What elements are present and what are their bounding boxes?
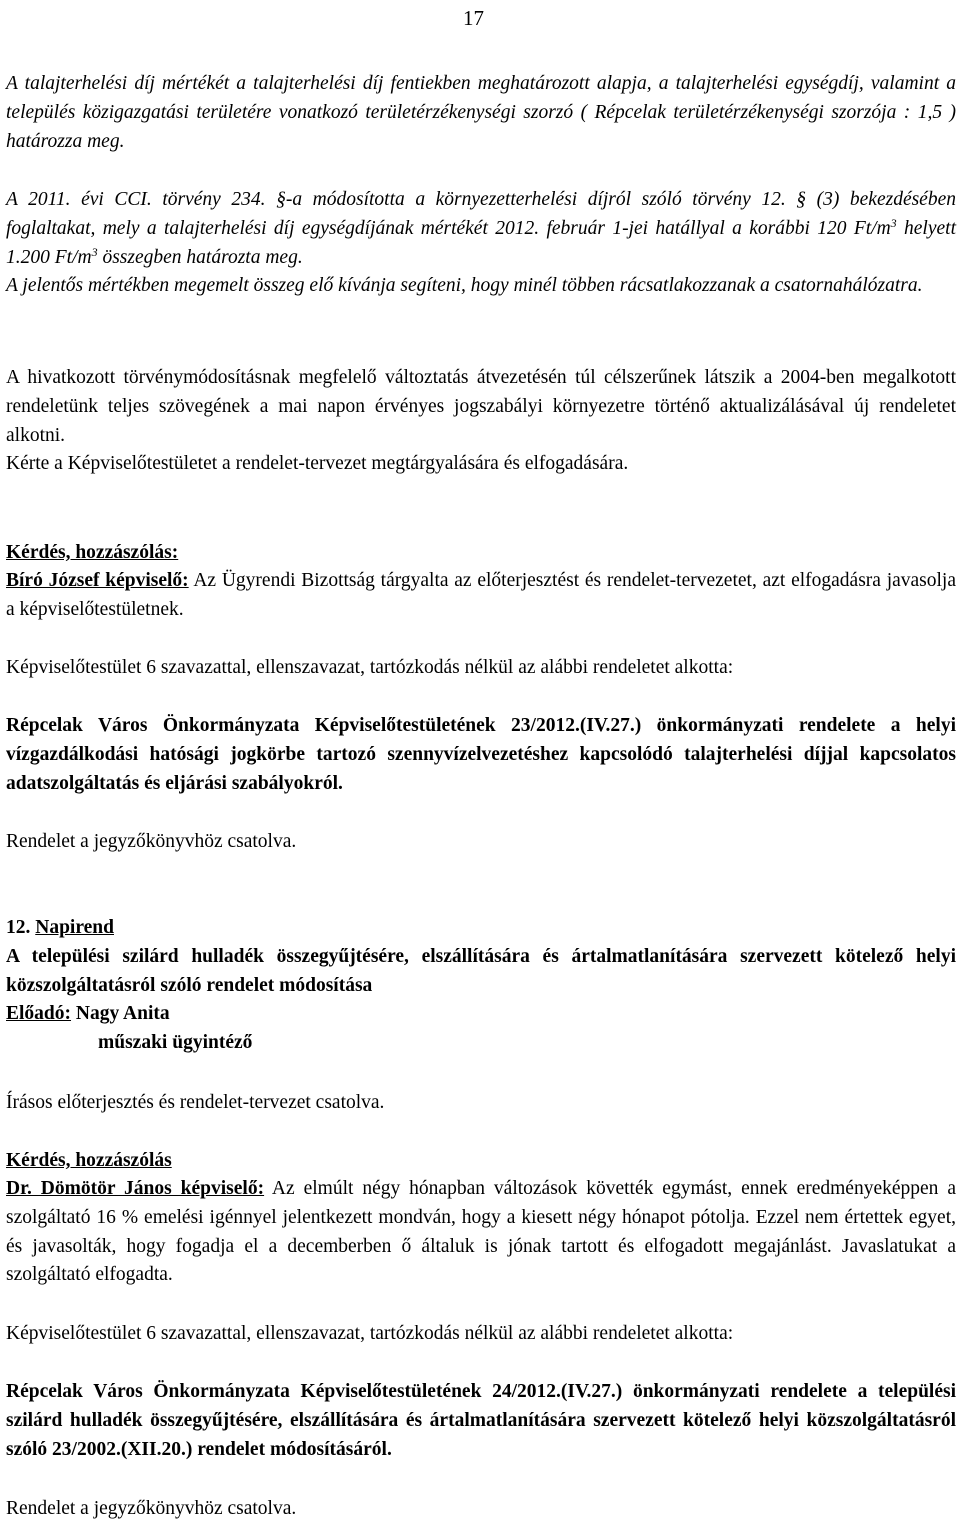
agenda-presenter-role: műszaki ügyintéző	[98, 1032, 253, 1054]
new-regulation-text: A hivatkozott törvénymódosításnak megfelelő változtatás átvezetésén túl célszerűnek látszik a 2004-ben megalkotott rendeletünk teljes szövegének a mai napon érvényes jogszabályi környezetre történő aktualizálásával új rendeletet alkotni.	[6, 367, 956, 446]
paragraph-speaker-biro: Bíró József képviselő: Az Ügyrendi Bizottság tárgyalta az előterjesztést és rendelet-tervezetet, azt elfogadásra javasolja a képviselőtestületnek.	[6, 570, 956, 620]
regulation-title-24-2012: Répcelak Város Önkormányzata Képviselőtestületének 24/2012.(IV.27.) önkormányzati rendelete a települési szilárd hulladék összegyűjtésére, elszállítására és ártalmatlanítására szervezett kötelező helyi közszolgáltatásról szóló 23/2002.(XII.20.) rendelet módosításáról.	[6, 1381, 956, 1460]
paragraph-attached-2: Rendelet a jegyzőkönyvhöz csatolva.	[6, 1498, 297, 1519]
speaker-name: Bíró József képviselő:	[6, 570, 189, 591]
speaker-name: Dr. Dömötör János képviselő:	[6, 1178, 265, 1199]
heading-questions-2: Kérdés, hozzászólás	[6, 1150, 172, 1171]
agenda-subject: A települési szilárd hulladék összegyűjtésére, elszállítására és ártalmatlanítására szervezett kötelező helyi közszolgáltatásról szóló rendelet módosítása	[6, 945, 956, 996]
page-number: 17	[463, 6, 484, 30]
paragraph-attached: Rendelet a jegyzőkönyvhöz csatolva.	[6, 831, 297, 852]
heading-questions: Kérdés, hozzászólás:	[6, 542, 179, 563]
paragraph-speaker-domotor: Dr. Dömötör János képviselő: Az elmúlt négy hónapban változások követték egymást, ennek eredményeképpen a szolgáltató 16 % emelési igénnyel jelentkezett mondván, hogy a kiesett négy hónapot pótolja. Ezzel nem értettek egyet, és javasolták, hogy fogadja el a decemberben ő általuk is jónak tartott és elfogadott megajánlást. Javaslatukat a szolgáltató elfogadta.	[6, 1178, 956, 1286]
paragraph-vote: Képviselőtestület 6 szavazattal, ellenszavazat, tartózkodás nélkül az alábbi rendeletet alkotta:	[6, 657, 734, 678]
agenda-heading: 12. Napirend	[6, 917, 114, 938]
request-text: Kérte a Képviselőtestületet a rendelet-tervezet megtárgyalására és elfogadására.	[6, 453, 629, 475]
law-amendment-text: A 2011. évi CCI. törvény 234. §-a módosította a környezetterhelési díjról szóló törvény 12. § (3) bekezdésében foglaltakat, mely a talajterhelési díj egységdíjának mértékét 2012. február 1-jei hatállyal a korábbi 120 $Ft/m^3$ helyett 1.200 $Ft/m^3$ összegben határozta meg.	[6, 189, 956, 268]
paragraph-written-proposal: Írásos előterjesztés és rendelet-tervezet csatolva.	[6, 1092, 385, 1113]
law-amendment-purpose: A jelentős mértékben megemelt összeg elő kívánja segíteni, hogy minél többen rácsatlakozzanak a csatornahálózatra.	[6, 275, 923, 297]
paragraph-new-regulation	[6, 364, 956, 479]
paragraph-law-amendment	[6, 186, 956, 301]
agenda-presenter: Előadó: Nagy Anita	[6, 1003, 170, 1025]
regulation-title-23-2012: Répcelak Város Önkormányzata Képviselőtestületének 23/2012.(IV.27.) önkormányzati rendelete a helyi vízgazdálkodási hatósági jogkörbe tartozó szennyvízelvezetéshez kapcsolódó talajterhelési díjjal kapcsolatos adatszolgáltatás és eljárási szabályokról.	[6, 715, 956, 794]
paragraph-fee-basis: A talajterhelési díj mértékét a talajterhelési díj fentiekben meghatározott alapja, a talajterhelési egységdíj, valamint a település közigazgatási területére vonatkozó területérzékenységi szorzó ( Répcelak területérzékenységi szorzója : 1,5 ) határozza meg.	[6, 73, 956, 152]
paragraph-vote-2: Képviselőtestület 6 szavazattal, ellenszavazat, tartózkodás nélkül az alábbi rendeletet alkotta:	[6, 1323, 734, 1344]
agenda-section-12	[6, 914, 956, 1058]
